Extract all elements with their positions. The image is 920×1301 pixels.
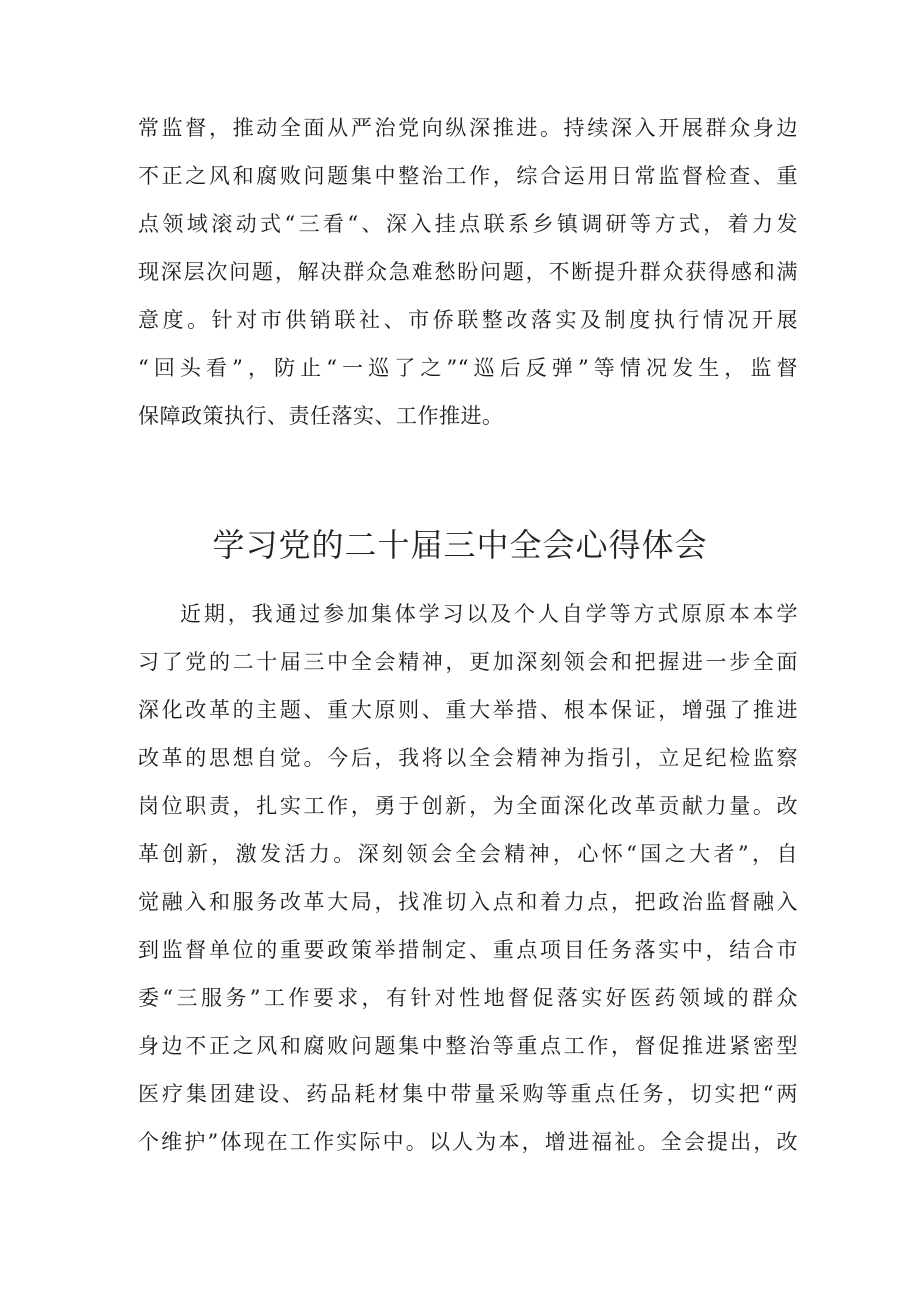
paragraph-line: 岗位职责，扎实工作，勇于创新，为全面深化改革贡献力量。改 — [138, 794, 798, 818]
paragraph-line: 身边不正之风和腐败问题集中整治等重点工作，督促推进紧密型 — [138, 1034, 798, 1058]
paragraph-line: 意度。针对市供销联社、市侨联整改落实及制度执行情况开展 — [138, 308, 798, 332]
paragraph-line: 改革的思想自觉。今后，我将以全会精神为指引，立足纪检监察 — [138, 746, 798, 770]
paragraph-line: 习了党的二十届三中全会精神，更加深刻领会和把握进一步全面 — [138, 650, 798, 674]
paragraph-line: 到监督单位的重要政策举措制定、重点项目任务落实中，结合市 — [138, 938, 798, 962]
paragraph-line: 保障政策执行、责任落实、工作推进。 — [138, 404, 504, 428]
paragraph-line: 现深层次问题，解决群众急难愁盼问题，不断提升群众获得感和满 — [138, 260, 798, 284]
paragraph-line: 委“三服务”工作要求，有针对性地督促落实好医药领域的群众 — [138, 986, 798, 1010]
paragraph-line: 点领域滚动式“三看“、深入挂点联系乡镇调研等方式，着力发 — [138, 212, 798, 236]
paragraph-line: 近期，我通过参加集体学习以及个人自学等方式原原本本学 — [180, 602, 798, 626]
paragraph-line: 医疗集团建设、药品耗材集中带量采购等重点任务，切实把“两 — [138, 1082, 798, 1106]
paragraph-line: 常监督，推动全面从严治党向纵深推进。持续深入开展群众身边 — [138, 116, 798, 140]
paragraph-line: “回头看”，防止“一巡了之”“巡后反弹”等情况发生，监督 — [138, 356, 798, 380]
paragraph-line: 觉融入和服务改革大局，找准切入点和着力点，把政治监督融入 — [138, 890, 798, 914]
paragraph-line: 深化改革的主题、重大原则、重大举措、根本保证，增强了推进 — [138, 698, 798, 722]
body-paragraph — [138, 590, 798, 1166]
paragraph-line: 个维护”体现在工作实际中。以人为本，增进福祉。全会提出，改 — [138, 1130, 798, 1154]
paragraph-line: 不正之风和腐败问题集中整治工作，综合运用日常监督检查、重 — [138, 164, 798, 188]
paragraph-line: 革创新，激发活力。深刻领会全会精神，心怀“国之大者”，自 — [138, 842, 798, 866]
document-title: 学习党的二十届三中全会心得体会 — [212, 526, 708, 565]
continued-paragraph — [138, 104, 798, 440]
